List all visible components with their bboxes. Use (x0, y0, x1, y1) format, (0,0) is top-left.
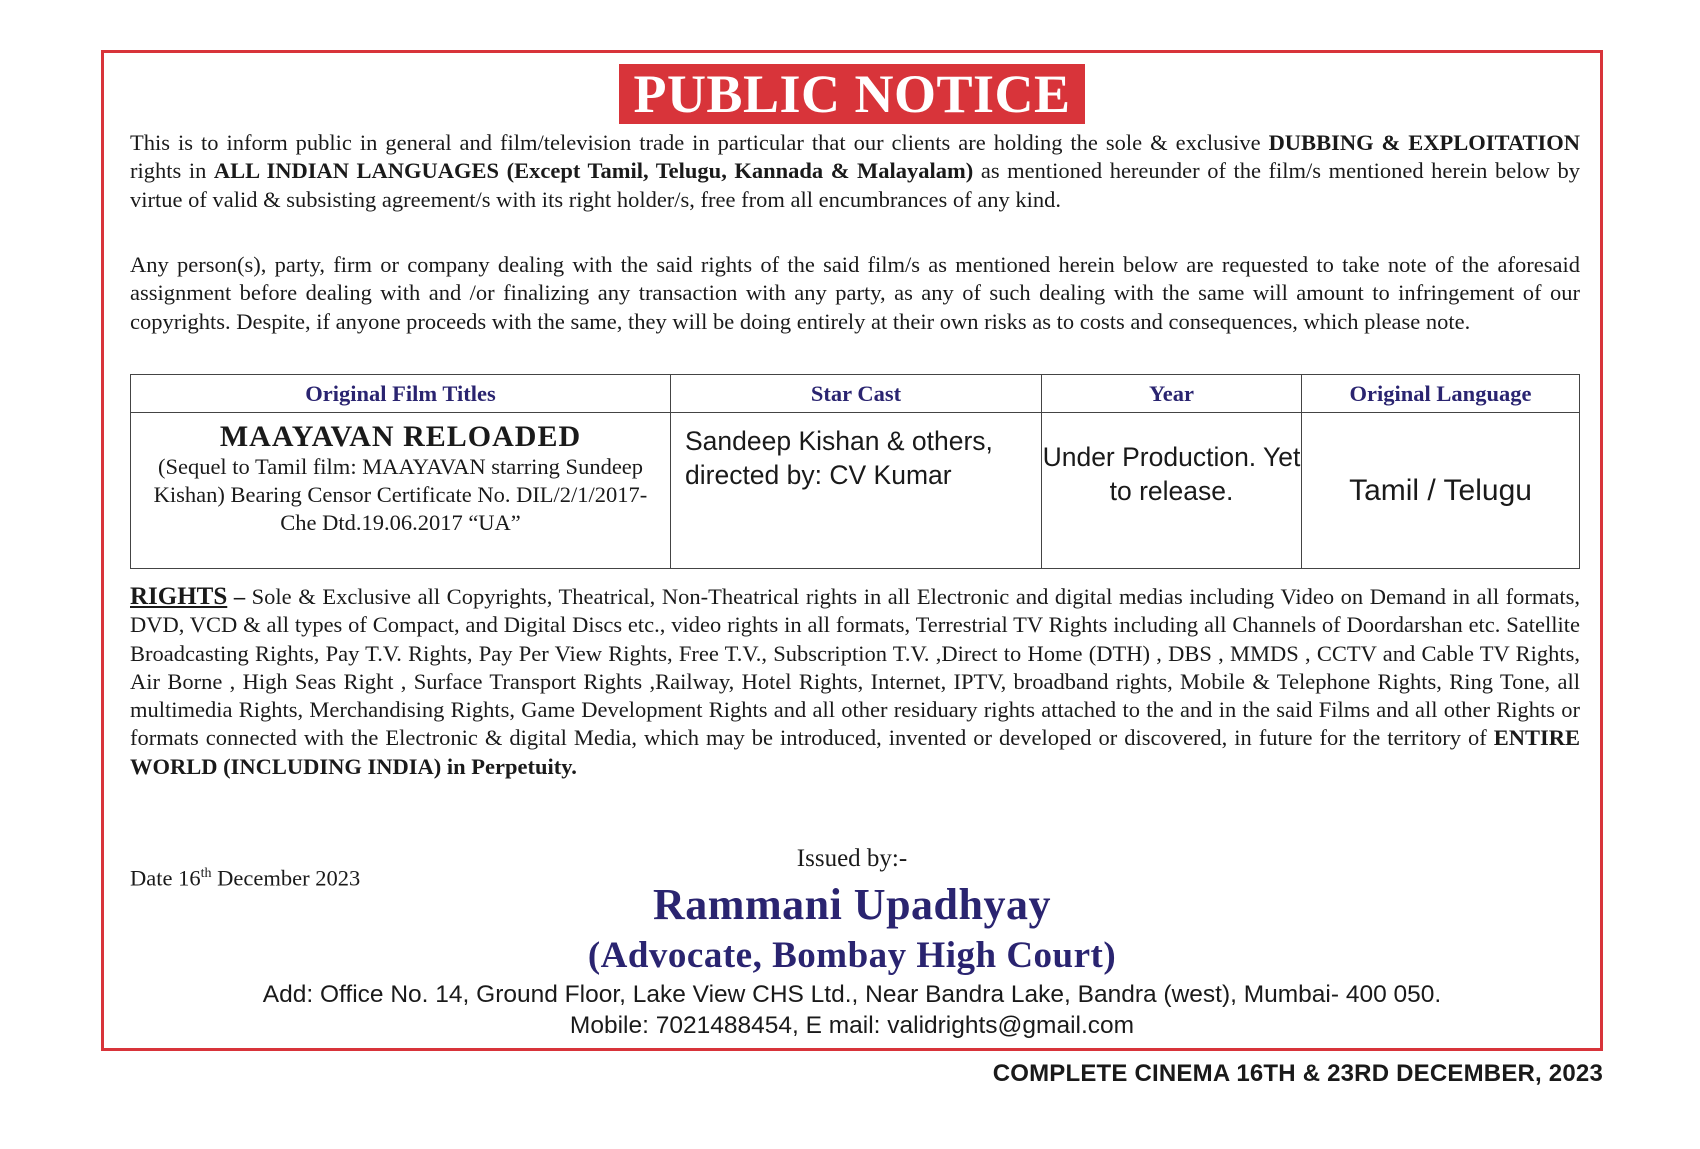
intro-bold-2: ALL INDIAN LANGUAGES (Except Tamil, Telugu, Kannada & Malayalam) (213, 158, 974, 184)
intro-text-1: This is to inform public in general and film/television trade in particular that our clients are holding the sole & exclusive (130, 130, 1269, 155)
cell-language (1302, 413, 1580, 569)
cell-film-title (131, 413, 671, 569)
date-rest: December 2023 (211, 865, 361, 891)
header-year: Year (1042, 375, 1302, 413)
issuer-title: (Advocate, Bombay High Court) (587, 935, 1117, 976)
intro-text-2: rights in (130, 158, 214, 184)
film-name: MAAYAVAN RELOADED (219, 420, 582, 453)
table-header-row (131, 375, 1580, 413)
intro-bold-1: DUBBING & EXPLOITATION (1268, 130, 1580, 155)
year-text: Under Production. Yet to release. (1042, 442, 1301, 506)
issuer-contact: Mobile: 7021488454, E mail: validrights@gmail.com (569, 1012, 1135, 1039)
rights-territory: ENTIRE WORLD (INCLUDING INDIA) in Perpetuity. (130, 725, 1580, 779)
cell-star-cast (671, 413, 1042, 569)
notice-frame (101, 50, 1603, 1051)
rights-dash: – (227, 584, 252, 609)
issuer-name: Rammani Upadhyay (653, 880, 1051, 929)
date-prefix: Date 16 (130, 865, 201, 891)
warning-paragraph: Any person(s), party, firm or company dealing with the said rights of the said film/s as mentioned herein below are requested to take note of the aforesaid assignment before dealing with and /or finalizing any transaction with any party, as any of such dealing with the same will amount to infringement of our copyrights. Despite, if anyone proceeds with the same, they will be doing entirely at their own risks as to costs and consequences, which please note. (130, 252, 1580, 334)
films-table (130, 374, 1580, 569)
notice-title: PUBLIC NOTICE (619, 64, 1084, 124)
header-star-cast: Star Cast (671, 375, 1042, 413)
issuer-address: Add: Office No. 14, Ground Floor, Lake View CHS Ltd., Near Bandra Lake, Bandra (west), Mumbai- 400 050. (262, 981, 1442, 1008)
film-description: (Sequel to Tamil film: MAAYAVAN starring Sundeep Kishan) Bearing Censor Certificate No. DIL/2/1/2017-Che Dtd.19.06.2017 “UA” (153, 454, 648, 535)
date-suffix: th (200, 866, 212, 881)
intro-paragraph (130, 129, 1580, 214)
language-text: Tamil / Telugu (1349, 474, 1532, 507)
header-original-language: Original Language (1302, 375, 1580, 413)
rights-text: Sole & Exclusive all Copyrights, Theatrical, Non-Theatrical rights in all Electronic and digital medias including Video on Demand in all formats, DVD, VCD & all types of Compact, and Digital Discs etc., video rights in all formats, Terrestrial TV Rights including all Channels of Doordarshan etc. Satellite Broadcasting Rights, Pay T.V. Rights, Pay Per View Rights, Free T.V., Subscription T.V. ,Direct to Home (DTH) , DBS , MMDS , CCTV and Cable TV Rights, Air Borne , High Seas Right , Surface Transport Rights ,Railway, Hotel Rights, Internet, IPTV, broadband rights, Mobile & Telephone Rights, Ring Tone, all multimedia Rights, Merchandising Rights, Game Development Rights and all other residuary rights attached to the and in the said Films and all other Rights or formats connected with the Electronic & digital Media, which may be introduced, invented or developed or discovered, in future for the territory of (130, 584, 1581, 751)
rights-paragraph (130, 583, 1580, 781)
issued-by-label: Issued by:- (796, 845, 908, 872)
star-cast-text: Sandeep Kishan & others, directed by: CV Kumar (685, 426, 993, 490)
table-row (131, 413, 1580, 569)
header-film-titles: Original Film Titles (131, 375, 671, 413)
publication-footer: COMPLETE CINEMA 16TH & 23RD DECEMBER, 2023 (992, 1060, 1603, 1087)
rights-heading: RIGHTS (130, 583, 228, 610)
intro-text-3: as mentioned hereunder of the film/s mentioned herein below by virtue of valid & subsisting agreement/s with its right holder/s, free from all encumbrances of any kind. (130, 158, 1580, 212)
title-wrap (104, 64, 1600, 124)
cell-year (1042, 413, 1302, 569)
